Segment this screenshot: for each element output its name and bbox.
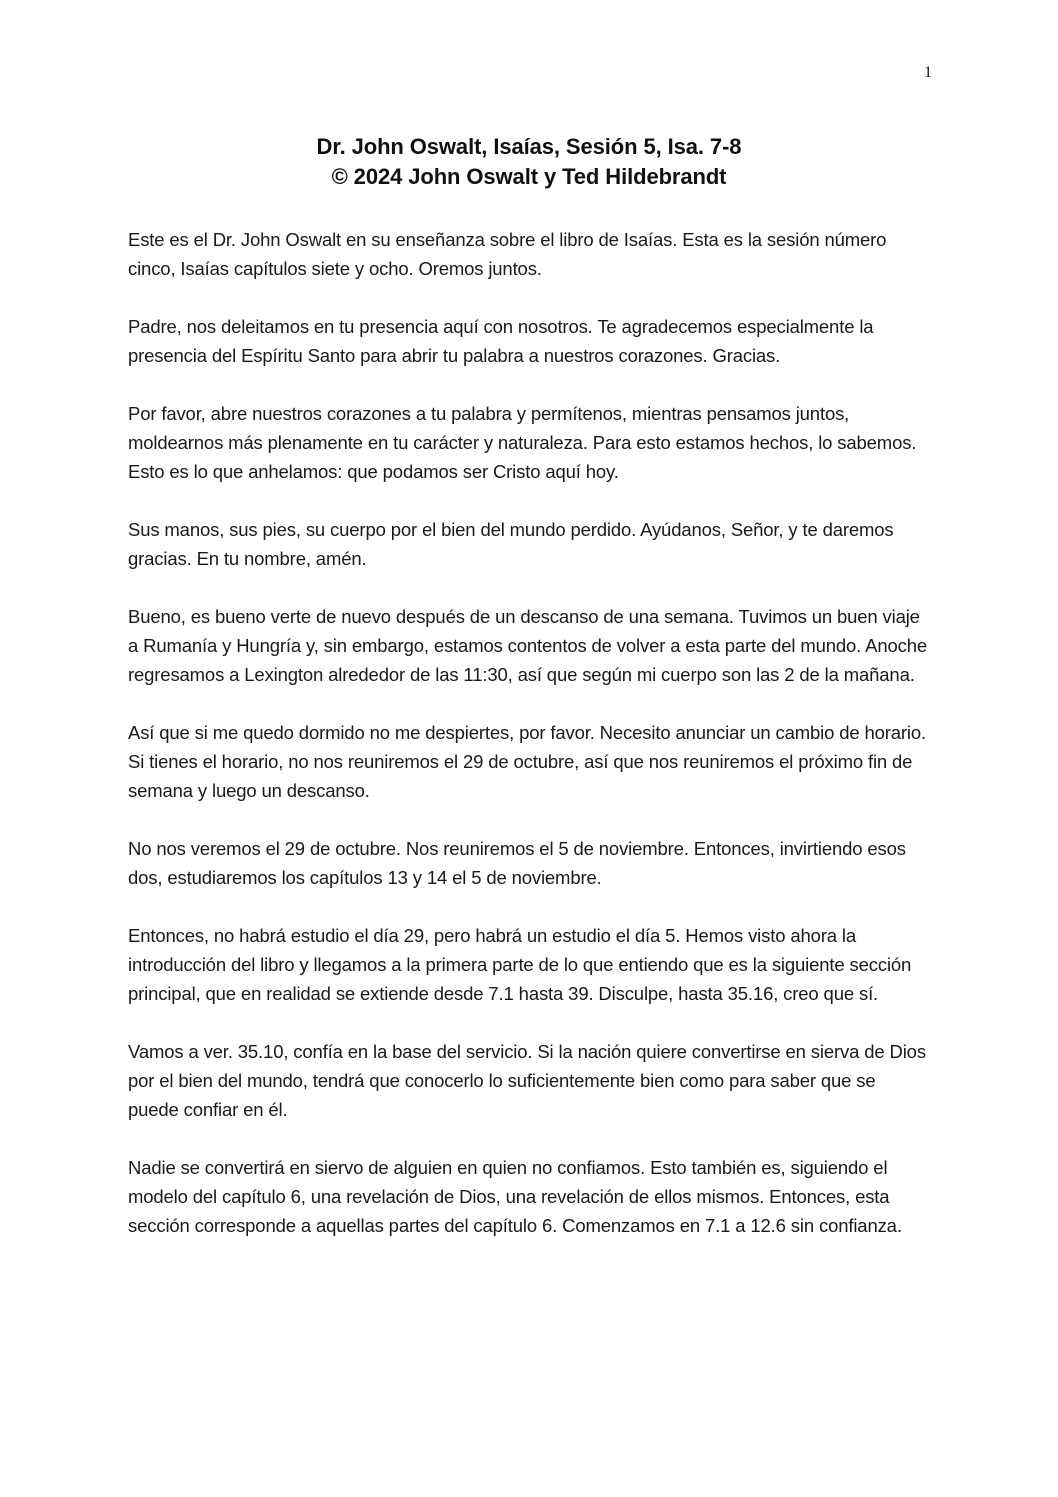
paragraph-9: Vamos a ver. 35.10, confía en la base del servicio. Si la nación quiere convertirse en sierva de Dios por el bien del mundo, tendrá que conocerlo lo suficientemente bien como para saber que se puede confiar en él. bbox=[128, 1041, 926, 1120]
paragraph-10: Nadie se convertirá en siervo de alguien en quien no confiamos. Esto también es, siguiendo el modelo del capítulo 6, una revelación de Dios, una revelación de ellos mismos. Entonces, esta sección corresponde a aquellas partes del capítulo 6. Comenzamos en 7.1 a 12.6 sin confianza. bbox=[128, 1157, 902, 1236]
document-title bbox=[0, 132, 1058, 192]
document-body bbox=[128, 225, 928, 1269]
title-line-1: Dr. John Oswalt, Isaías, Sesión 5, Isa. 7-8 bbox=[316, 134, 742, 159]
paragraph-3: Por favor, abre nuestros corazones a tu palabra y permítenos, mientras pensamos juntos, moldearnos más plenamente en tu carácter y naturaleza. Para esto estamos hechos, lo sabemos. Esto es lo que anhelamos: que podamos ser Cristo aquí hoy. bbox=[128, 403, 917, 482]
paragraph-6: Así que si me quedo dormido no me despiertes, por favor. Necesito anunciar un cambio de horario. Si tienes el horario, no nos reuniremos el 29 de octubre, así que nos reuniremos el próximo fin de semana y luego un descanso. bbox=[128, 722, 926, 801]
paragraph-8: Entonces, no habrá estudio el día 29, pero habrá un estudio el día 5. Hemos visto ahora la introducción del libro y llegamos a la primera parte de lo que entiendo que es la siguiente sección principal, que en realidad se extiende desde 7.1 hasta 39. Disculpe, hasta 35.16, creo que sí. bbox=[128, 925, 912, 1004]
paragraph-1: Este es el Dr. John Oswalt en su enseñanza sobre el libro de Isaías. Esta es la sesión número cinco, Isaías capítulos siete y ocho. Oremos juntos. bbox=[128, 229, 887, 279]
paragraph-5: Bueno, es bueno verte de nuevo después de un descanso de una semana. Tuvimos un buen viaje a Rumanía y Hungría y, sin embargo, estamos contentos de volver a esta parte del mundo. Anoche regresamos a Lexington alrededor de las 11:30, así que según mi cuerpo son las 2 de la mañana. bbox=[128, 606, 927, 685]
paragraph-4: Sus manos, sus pies, su cuerpo por el bien del mundo perdido. Ayúdanos, Señor, y te daremos gracias. En tu nombre, amén. bbox=[128, 519, 894, 569]
paragraph-2: Padre, nos deleitamos en tu presencia aquí con nosotros. Te agradecemos especialmente la presencia del Espíritu Santo para abrir tu palabra a nuestros corazones. Gracias. bbox=[128, 316, 874, 366]
page-number: 1 bbox=[924, 64, 932, 81]
title-line-2: © 2024 John Oswalt y Ted Hildebrandt bbox=[331, 164, 727, 189]
paragraph-7: No nos veremos el 29 de octubre. Nos reuniremos el 5 de noviembre. Entonces, invirtiendo esos dos, estudiaremos los capítulos 13 y 14 el 5 de noviembre. bbox=[128, 838, 906, 888]
